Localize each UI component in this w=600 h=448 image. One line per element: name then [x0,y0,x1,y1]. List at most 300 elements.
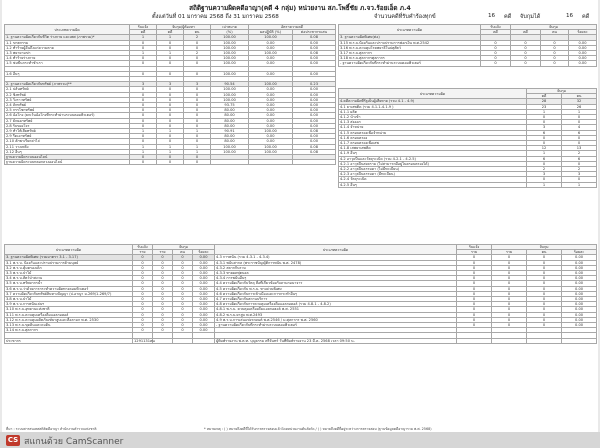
row-value: 0 [184,92,211,97]
row-value: 0 [527,260,562,265]
row-value: 100.00 [249,51,293,56]
row-value: 0.00 [249,87,293,92]
row-value: 0 [492,312,527,317]
row-value: 0 [130,118,157,123]
row-label: 4.8 ความผิดเกี่ยวกับการควบคุมเครื่องดื่มแอลกอฮอล์ (รวม 4.8.1 - 4.8.2) [215,302,457,307]
row-value: 0 [184,97,211,102]
row-value: 0 [157,160,184,165]
row-value: 0.00 [249,92,293,97]
row-label: 2.12 อื่นๆ [5,149,130,154]
row-value: 0 [130,92,157,97]
row-value: 0 [133,271,153,276]
table-row [5,160,336,165]
row-value: 0 [153,302,173,307]
row-value: 0 [184,123,211,128]
row-value: 0.00 [562,276,597,281]
row-value: 0 [184,118,211,123]
row-label: 4.8.2 พ.ร.บ.ยาสูบ พ.ศ.2493 [215,312,457,317]
row-label: 4.1.2 นำเข้า [339,115,527,120]
row-value: 0.00 [249,71,293,76]
col-header-arrest-left: จับกุม [153,245,215,250]
row-value: 0 [562,177,597,182]
row-value: 0.00 [193,265,215,270]
row-label: 4.คดีความผิดที่รัฐเป็นผู้เสียหาย (รวม 4.1 - 4.9) [339,99,527,104]
row-label: 4.1.9 อื่นๆ [339,151,527,156]
row-value: 0.00 [249,108,293,113]
row-label: 1.5 ข่มขืนกระทำชำเรา [5,61,130,66]
row-label: 3.18 พ.ร.บ.ศุลกากรศุลกากร [339,56,481,61]
row-value: 0.00 [249,97,293,102]
row-value: 0.00 [249,134,293,139]
row-value: 23 [527,104,562,109]
row-value: 0.00 [562,317,597,322]
row-label: 2.8 รับของโจร [5,123,130,128]
row-value: 0 [157,108,184,113]
row-value: 0 [184,56,211,61]
row-value: 0 [457,297,492,302]
row-value: 0.08 [293,51,336,56]
row-label: 2. ฐานความผิดเกี่ยวกับทรัพย์ (ภาพรวม)** [5,82,130,87]
row-value: 26 [562,104,597,109]
row-value: 0 [527,161,562,166]
row-value: 0 [173,276,193,281]
row-value: 0.00 [193,312,215,317]
col-header-received: รับแจ้ง [130,25,157,30]
row-value: 3 [562,172,597,177]
row-value: 0 [130,123,157,128]
row-value: 0 [527,141,562,146]
row-label: 4.3.2 สลากกินรวบ [215,265,457,270]
col-header-category: ประเภทความผิด [5,25,130,35]
row-value: 0 [157,45,184,50]
row-value: 0 [457,286,492,291]
row-value: 1 [527,151,562,156]
row-value: 0.00 [193,271,215,276]
row-value: 0 [153,286,173,291]
row-label: 4.2.2 อาวุธปืนธรรมดา (ไม่มีทะเบียน) [339,167,527,172]
row-value: 100.00 [249,149,293,154]
row-value: 0 [184,87,211,92]
row-value: 0 [527,265,562,270]
row-value: 0 [511,40,541,45]
row-label: 3.2 พ.ร.บ.คุ้มครองเด็ก [5,265,133,270]
subheader-cases: คดี [157,30,184,35]
row-value: 0.00 [562,286,597,291]
subheader-cases: คดี [130,30,157,35]
row-value: 80.00 [211,118,249,123]
row-value: 0 [173,265,193,270]
row-value: 0 [153,291,173,296]
row-value: 0 [492,286,527,291]
received-unit: คดี [504,14,512,20]
subheader-persons: คน [173,250,193,255]
row-label: 1.2 ทำร้ายผู้อื่นถึงแก่ความตาย [5,45,130,50]
row-value: 2 [562,167,597,172]
row-value [193,338,215,343]
row-label: 4.1.6 ครอบครอง [339,135,527,140]
row-value: 1 [562,109,597,114]
subheader-cases: ราย [153,250,173,255]
row-value: 1 [184,129,211,134]
row-value [457,338,492,343]
row-value: 0.00 [193,328,215,333]
row-label: ประชากร [5,338,133,343]
population-value: 1291131คน [134,338,155,343]
row-value: 1 [157,144,184,149]
row-value: 0.00 [293,134,336,139]
row-value: 1 [184,149,211,154]
row-label: 4.3.3 ทายผลฟุตบอล [215,271,457,276]
row-value: 0 [541,45,569,50]
report-sheet [2,0,598,432]
subheader-persons: คน [184,30,211,35]
col-header-received-left: รับแจ้ง [133,245,153,250]
row-label: 4.1.5 ครอบครองเพื่อจำหน่าย [339,130,527,135]
row-value: 0 [527,307,562,312]
row-value [153,338,173,343]
col-header-arrest-right: จับกุม [492,245,597,250]
row-value: 0 [492,317,527,322]
row-value: 2 [562,151,597,156]
subheader-cases: คดี [511,30,541,35]
row-value: 0 [157,118,184,123]
row-value: 0 [173,317,193,322]
received-label: จำนวนคดีที่รับคำร้องทุกข์ [374,14,436,20]
row-value: 0 [527,115,562,120]
row-value: 0 [457,323,492,328]
row-value: 2 [527,167,562,172]
row-value: 0.00 [193,255,215,260]
subheader-persons: คน [562,94,597,99]
row-value: 3 [157,82,184,87]
row-value: 0 [130,113,157,118]
row-value: 0 [184,134,211,139]
row-value: 1 [527,182,562,187]
row-value [249,160,293,165]
row-value: 0.00 [293,40,336,45]
row-value: 0 [133,276,153,281]
row-value: 0 [527,135,562,140]
row-value: 0 [457,291,492,296]
row-value: 0.00 [293,45,336,50]
row-value: 0 [527,312,562,317]
row-value: 0 [130,56,157,61]
camscanner-logo-icon: CS [7,436,19,444]
subheader-percent: ร้อยละ [569,30,597,35]
row-label: 3.16 พ.ร.บ.ควบคุมโรคพยาธิในปศุสัตว์ [339,45,481,50]
row-value: 1 [562,182,597,187]
row-value: 90.91 [211,129,249,134]
row-value: 0.00 [562,323,597,328]
row-value: 0 [527,323,562,328]
row-label: 4.2 อาวุธปืนและวัตถุระเบิด (รวม 4.2.1 - 4.2.5) [339,156,527,161]
col-header-rate: อัตราความคดี [249,25,336,30]
row-value: 0 [157,97,184,102]
row-value: 0 [157,40,184,45]
row-label: 4.3 การพนัน (รวม 4.3.1 - 4.3.4) [215,255,457,260]
row-label: 3.5 พ.ร.บ.ทรัพยากรน้ำ [5,281,133,286]
row-value: 0 [133,260,153,265]
row-value: 0 [457,317,492,322]
row-value: 0 [130,71,157,76]
row-value: 0 [173,260,193,265]
table-person-property-crimes [4,24,336,165]
row-value: 100.00 [211,87,249,92]
row-value: 0 [562,141,597,146]
row-value: 0 [184,71,211,76]
row-value: 0 [457,302,492,307]
row-value: 0 [157,71,184,76]
row-value: 0 [541,40,569,45]
row-value: 0 [133,297,153,302]
row-value: 0 [130,134,157,139]
row-label: 4.7 ความผิดเกี่ยวกับสถานบริการ [215,297,457,302]
row-label: 4.9 พ.ร.บ.การเล่นแข่งรถยนต์ พ.ศ.2546 / ม.ศุลกากร พ.ศ. 2560 [215,317,457,322]
row-value: 0.00 [562,271,597,276]
row-value: 0 [130,103,157,108]
row-value: 0 [173,271,193,276]
table-row [5,338,597,343]
row-value: 0 [527,255,562,260]
row-value: 0 [133,312,153,317]
row-value: 0.00 [562,302,597,307]
row-value: 0 [173,302,193,307]
row-value: 0 [157,61,184,66]
row-value: 0 [527,271,562,276]
row-value: 0 [457,312,492,317]
table-row [339,182,597,187]
row-value: 0 [173,286,193,291]
row-value: 0.00 [249,139,293,144]
row-value: 0 [562,161,597,166]
row-value: 0.00 [249,61,293,66]
row-value: 100.00 [211,71,249,76]
row-label: 4.1.8 เสพยาเสพติด [339,146,527,151]
row-value: 2 [184,51,211,56]
row-value: 1 [157,51,184,56]
row-value: 0.00 [249,45,293,50]
row-value: 0.00 [562,307,597,312]
row-value: 0 [492,255,527,260]
row-value [211,160,249,165]
row-label: 4.1.3 ส่งออก [339,120,527,125]
row-value: 0 [153,323,173,328]
row-value: 0 [157,87,184,92]
row-value: 3 [527,172,562,177]
arrested-label: จับกุมได้ [520,14,541,20]
received-value: 16 [488,13,496,19]
row-value: 0.00 [249,103,293,108]
row-label: 4.2.5 อื่นๆ [339,182,527,187]
row-value: 0 [184,160,211,165]
row-value: 0 [130,61,157,66]
row-label: 2.10 ลักพาเรียกค่าไถ่ [5,139,130,144]
row-label: 3.10 พ.ร.บ.อุทยานแห่งชาติ [5,307,133,312]
row-value: 100.00 [249,35,293,40]
row-label: 1.3 พยายามฆ่า [5,51,130,56]
row-value: 100.00 [211,97,249,102]
row-value: 0 [184,113,211,118]
row-label: 2.5 กรรโชกทรัพย์ [5,108,130,113]
row-value: 0 [527,302,562,307]
row-value: 3 [130,82,157,87]
row-value: 0.00 [193,317,215,322]
row-label: 4.3.1 พนันสากล (พระราชบัญญัติการพนัน พ.ศ. 2478) [215,260,457,265]
row-value: 0.00 [569,56,597,61]
row-value: 0 [541,51,569,56]
col-header-category: ประเภทความผิด [339,25,481,35]
row-value: 0 [153,307,173,312]
row-value: 0.00 [293,56,336,61]
row-value: 0 [130,87,157,92]
row-label: 3.13 พ.ร.บ.ขุดดินและถมดิน [5,323,133,328]
row-label: 2.6 ฉ้อโกง (ยกเว้นฉ้อโกงที่กระทำผ่านระบบคอมพิวเตอร์) [5,113,130,118]
row-value: 1 [157,35,184,40]
row-value: 100.00 [211,40,249,45]
row-value: 2 [184,35,211,40]
row-label: 1.1 ฆาตกรรม [5,40,130,45]
row-value: 0 [492,271,527,276]
row-value: 0 [481,61,511,66]
subheader-percent: ร้อยละ [562,250,597,255]
row-value: 0 [492,302,527,307]
row-label: 4.2.4 วัตถุระเบิด [339,177,527,182]
row-value: 1 [157,149,184,154]
row-value: 6 [527,130,562,135]
row-label: 4.1.7 ครอบครองเพื่อเสพ [339,141,527,146]
row-value: 0 [173,281,193,286]
subheader-percent: (%) [211,30,249,35]
row-value: 0 [130,108,157,113]
row-value: 0.00 [562,265,597,270]
row-value: 0 [492,307,527,312]
row-value: 0 [173,328,193,333]
row-label: 3.9 พ.ร.บ.การพนันเล่นฯ [5,302,133,307]
row-value: 0 [511,45,541,50]
col-header-arrest: จับกุม/ผู้ต้องหา [157,25,211,30]
row-label: 4.4 ความผิดเกี่ยวกับวัตถุ สื่อที่เกี่ยวข้องกับลามกอนาจาร [215,281,457,286]
row-value: 0.08 [293,35,336,40]
row-value: 100.00 [211,45,249,50]
row-value: 0 [130,45,157,50]
row-label: 3.7 ความผิดเกี่ยวกับทรัพย์สินทางปัญญา (ป.อาญา ม.269/1-269/7) [5,291,133,296]
row-value: 100.00 [211,144,249,149]
subheader-result: ผลปฏิบัติ (%) [249,30,293,35]
row-value: 0 [173,255,193,260]
col-header-arrest: จับกุม [511,25,597,30]
row-value: 0 [133,317,153,322]
row-value: 0.00 [293,71,336,76]
row-label: 2.3 วิ่งราวทรัพย์ [5,97,130,102]
row-value: 0 [173,312,193,317]
row-value: 0.00 [193,302,215,307]
row-value: 0 [133,291,153,296]
row-value: 0.00 [293,139,336,144]
report-period: ตั้งแต่วันที่ 01 มกราคม 2568 ถึง 31 มกราคม 2568 [152,14,279,20]
row-value: 0.08 [293,149,336,154]
row-value: 1 [130,35,157,40]
row-value: 0 [457,265,492,270]
row-value: 12 [527,146,562,151]
row-value: 0 [130,40,157,45]
row-value: 0 [492,260,527,265]
subheader-cases: คดี [527,94,562,99]
row-value: 0 [562,120,597,125]
row-label: ฐานความผิดระบบหลอกลวงออนไลน์ [5,160,130,165]
row-value: 0 [133,307,153,312]
row-value: 0.00 [293,103,336,108]
row-value: 0.00 [562,255,597,260]
row-value: 0.00 [293,97,336,102]
row-label: ฐานความผิดระบบออนไลน์ [5,155,130,160]
row-value: 0 [481,56,511,61]
row-value: 100.00 [249,82,293,87]
row-value: 1 [130,144,157,149]
row-label: 2.11 วางเพลิง [5,144,130,149]
row-value: 0 [527,281,562,286]
row-value: 80.00 [211,113,249,118]
row-value: 80.00 [211,139,249,144]
table-row [339,61,597,66]
row-value: 0.00 [562,291,597,296]
row-value: 0 [173,323,193,328]
row-value: 0 [173,297,193,302]
subheader-cases: ราย [133,250,153,255]
row-value: 0 [457,255,492,260]
row-value: 0 [527,291,562,296]
row-value: 80.00 [211,123,249,128]
row-value: 0 [153,297,173,302]
row-value: 0 [527,286,562,291]
row-value: 3 [184,82,211,87]
row-value: 0 [527,276,562,281]
row-value: 0 [457,276,492,281]
row-label: 4.2.1 อาวุธปืนสงคราม (ไม่สามารถมีอยู่ในครอบครองได้) [339,161,527,166]
row-value: 0 [153,260,173,265]
row-value: 0 [130,97,157,102]
row-label: 1.6 อื่นๆ [5,71,130,76]
row-label: 3.11 พ.ร.บ.ควบคุมเครื่องดื่มแอลกอฮอล์ [5,312,133,317]
row-value: 0 [157,113,184,118]
row-value: 0.00 [249,123,293,128]
row-value: 0 [153,328,173,333]
row-label: 2.9 ทำให้เสียทรัพย์ [5,129,130,134]
row-value: 0.00 [249,113,293,118]
row-value: 100.00 [211,35,249,40]
row-value: 0.00 [562,312,597,317]
col-header-received-right: รับแจ้ง [457,245,492,250]
row-value: 0.00 [293,118,336,123]
row-label: 4.8.1 พ.ร.บ. ควบคุมเครื่องดื่มแอลกอฮอล์ พ.ศ. 2551 [215,307,457,312]
subheader-persons: คน [527,250,562,255]
row-value: 80.00 [211,108,249,113]
row-value: 0 [481,40,511,45]
row-value: 6 [562,156,597,161]
row-value: 0 [173,291,193,296]
row-value: 0 [492,276,527,281]
scanner-watermark-bar [0,432,600,448]
row-value: 0 [492,281,527,286]
row-label: 4.5 ความผิดเกี่ยวกับ พ.ร.บ. ทางด่วนพิเศษ [215,286,457,291]
row-value: 0 [457,271,492,276]
row-value: 100.00 [211,92,249,97]
row-value: 0 [130,139,157,144]
scanner-watermark-text: สแกนด้วย CamScanner [24,437,124,447]
row-value: 13 [562,146,597,151]
row-value: 0 [157,56,184,61]
row-value: 100.00 [211,51,249,56]
row-value [562,338,597,343]
